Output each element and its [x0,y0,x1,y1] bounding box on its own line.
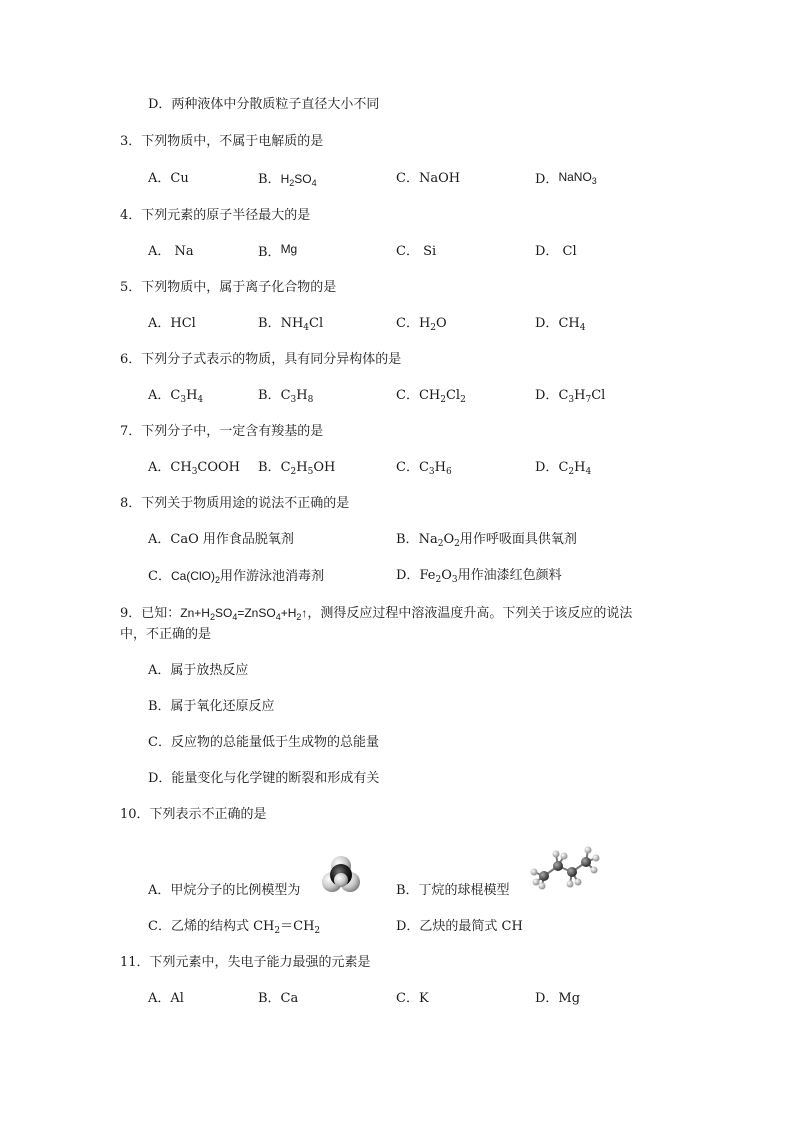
q9-option-a: A．属于放热反应 [148,663,249,678]
methane-space-filling-model-image [320,854,362,896]
q3-stem: 3．下列物质中，不属于电解质的是 [120,134,324,149]
q5-option-a: A．HCl [148,316,196,331]
q5-option-b: B．$NH_4Cl$ [258,316,324,333]
q9-option-d: D．能量变化与化学键的断裂和形成有关 [148,771,380,786]
q8-option-a: A．CaO 用作食品脱氧剂 [148,532,294,547]
q6-option-c: C．$CH_2Cl_2$ [396,388,466,405]
q4-option-d: D． Cl [535,244,577,259]
q4-stem: 4．下列元素的原子半径最大的是 [120,208,311,223]
q7-stem: 7．下列分子中，一定含有羧基的是 [120,424,324,439]
q2-option-d: D．两种液体中分散质粒子直径大小不同 [148,97,380,112]
q3-option-c: C．NaOH [396,171,461,186]
q11-stem: 11．下列元素中，失电子能力最强的元素是 [120,955,371,970]
q10-stem: 10．下列表示不正确的是 [120,807,267,822]
q6-option-d: D．$C_3H_7Cl$ [535,388,606,405]
q10-option-d: D．乙炔的最简式 CH [396,919,523,934]
q11-option-a: A．Al [148,991,184,1006]
q3-option-d: D．NaNO$_3$ [535,170,597,187]
q6-stem: 6．下列分子式表示的物质，具有同分异构体的是 [120,352,402,367]
q7-option-d: D．$C_2H_4$ [535,460,592,477]
q11-option-b: B．Ca [258,991,299,1006]
q8-option-b: B．$Na_2O_2$用作呼吸面具供氧剂 [396,532,577,549]
q5-option-d: D．$CH_4$ [535,316,586,333]
q6-option-b: B．$C_3H_8$ [258,388,314,405]
q10-option-c: C．乙烯的结构式 $CH_2=CH_2$ [148,919,321,936]
q7-option-b: B．$C_2H_5OH$ [258,460,336,477]
q11-option-d: D．Mg [535,991,581,1006]
q10-option-a: A．甲烷分子的比例模型为 [148,883,301,898]
q7-option-a: A．$CH_3COOH$ [148,460,241,477]
q5-stem: 5．下列物质中，属于离子化合物的是 [120,280,337,295]
q8-option-d: D．$Fe_2O_3$用作油漆红色颜料 [396,568,562,585]
q4-option-c: C． Si [396,244,437,259]
q4-option-a: A． Na [148,244,194,259]
q3-option-a: A．Cu [148,171,189,186]
q9-stem: 9．已知：$Zn+H_2SO_4=ZnSO_4+H_2↑$，测得反应过程中溶液温度升高。下列关于该反应的说法 [120,606,633,622]
q9-option-c: C．反应物的总能量低于生成物的总能量 [148,735,379,750]
q5-option-c: C．$H_2O$ [396,316,447,333]
q3-option-b: B．$H_2SO_4$ [258,172,317,188]
butane-ball-and-stick-model-image [522,842,602,892]
q8-stem: 8．下列关于物质用途的说法不正确的是 [120,496,350,511]
q6-option-a: A．$C_3H_4$ [148,388,204,405]
q4-option-b: B．Mg [258,242,298,260]
q9-stem-line2: 中，不正确的是 [120,627,212,642]
q8-option-c: C．$Ca(ClO)_2$用作游泳池消毒剂 [148,569,324,585]
q7-option-c: C．$C_3H_6$ [396,460,452,477]
q9-option-b: B．属于氧化还原反应 [148,699,275,714]
q10-option-b: B．丁烷的球棍模型 [396,883,510,898]
q11-option-c: C．K [396,991,429,1006]
